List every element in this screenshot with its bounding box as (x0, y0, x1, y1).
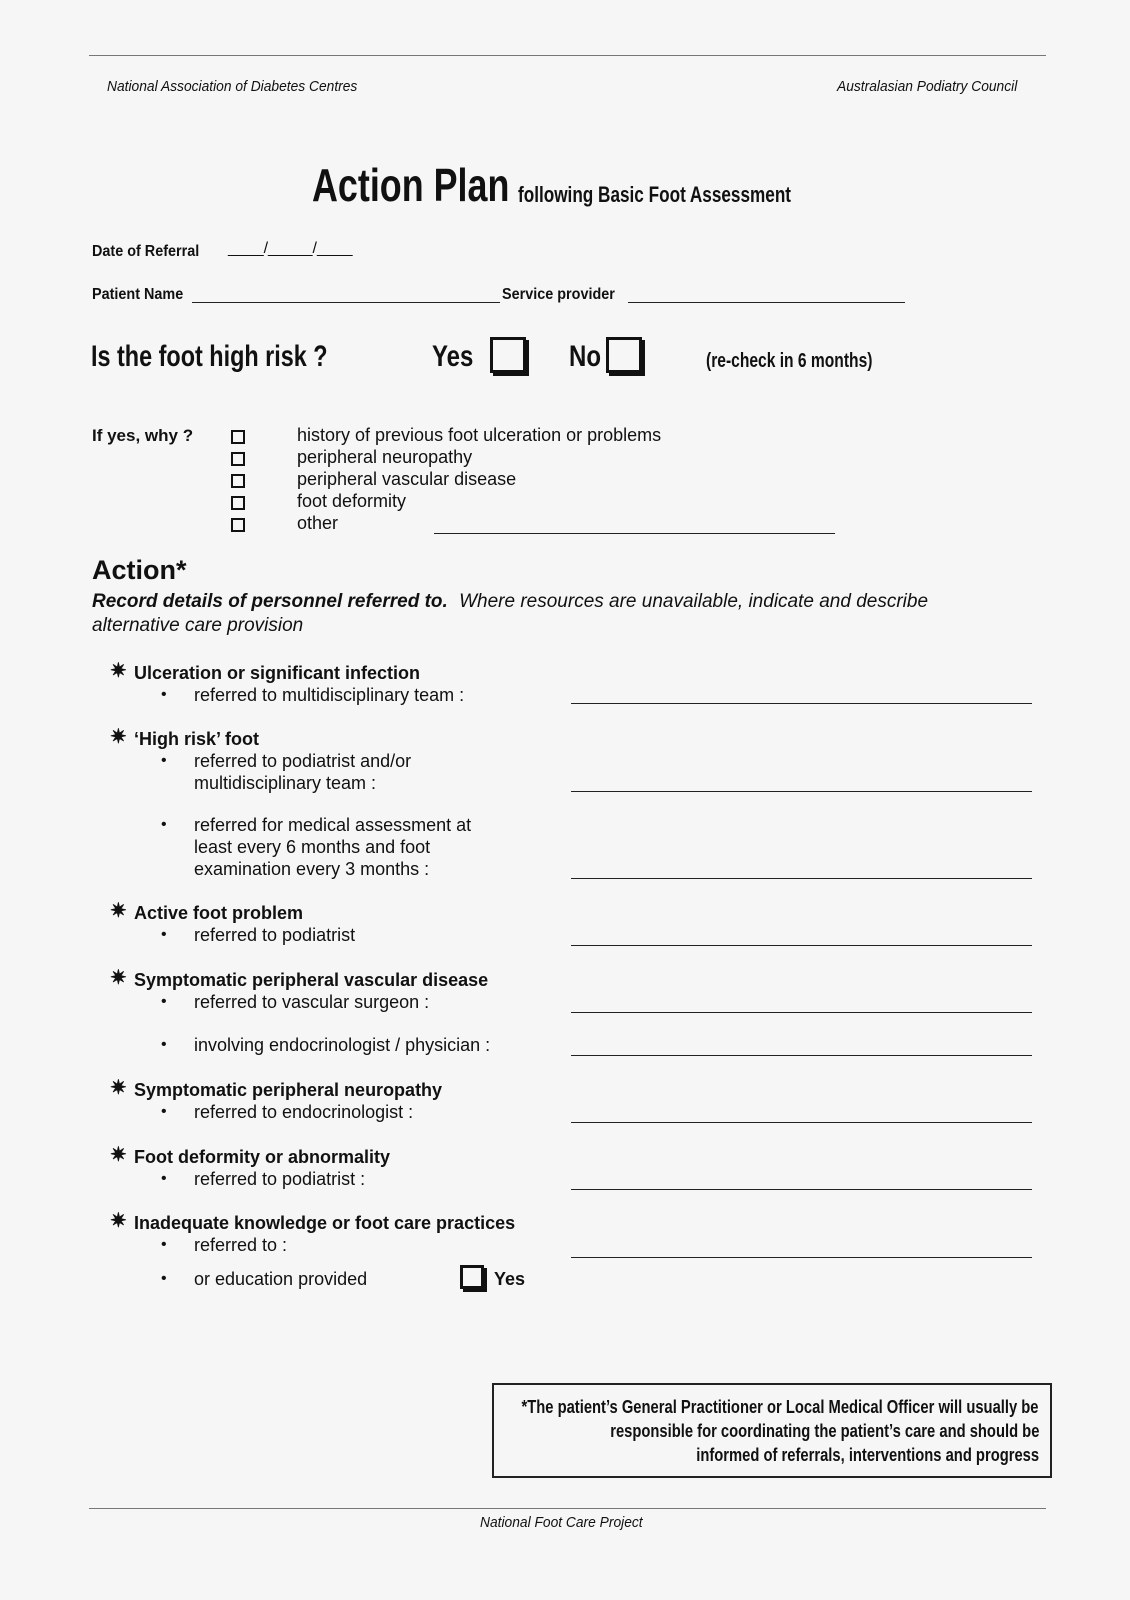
action-heading: Action* (92, 555, 187, 585)
bullet-icon: • (161, 1270, 167, 1287)
section-item: referred to podiatrist and/or (194, 751, 412, 771)
referral-field[interactable] (571, 945, 1032, 946)
why-checkbox-deformity[interactable] (231, 496, 245, 510)
bullet-icon: • (161, 1103, 167, 1120)
page-subtitle: following Basic Foot Assessment (518, 182, 792, 207)
star-icon: ✷ (110, 660, 127, 682)
why-checkbox-neuropathy[interactable] (231, 452, 245, 466)
star-icon: ✷ (110, 726, 127, 748)
header-right: Australasian Podiatry Council (837, 78, 1018, 95)
section-item: referred to podiatrist (194, 925, 356, 945)
referral-field[interactable] (571, 703, 1032, 704)
section-item: or education provided (194, 1269, 368, 1289)
why-checkbox-history[interactable] (231, 430, 245, 444)
star-icon: ✷ (110, 967, 127, 989)
patient-name-field[interactable] (192, 302, 500, 303)
date-of-referral-field[interactable]: ____/_____/____ (228, 240, 353, 257)
section-title: ‘High risk’ foot (134, 729, 260, 749)
section-item: referred to : (194, 1235, 288, 1255)
why-checkbox-vascular[interactable] (231, 474, 245, 488)
why-other-field[interactable] (434, 533, 835, 534)
bullet-icon: • (161, 816, 167, 833)
why-option-history: history of previous foot ulceration or problems (297, 425, 662, 445)
why-checkbox-other[interactable] (231, 518, 245, 532)
star-icon: ✷ (110, 900, 127, 922)
header-rule (89, 55, 1046, 56)
footer-text: National Foot Care Project (480, 1514, 643, 1531)
service-provider-field[interactable] (628, 302, 905, 303)
action-instruction-rest: Where resources are unavailable, indicate and describe (459, 591, 929, 612)
action-instruction (92, 591, 928, 613)
section-title: Symptomatic peripheral vascular disease (134, 970, 489, 990)
star-icon: ✷ (110, 1210, 127, 1232)
section-item: referred to endocrinologist : (194, 1102, 414, 1122)
bullet-icon: • (161, 1170, 167, 1187)
high-risk-question: Is the foot high risk ? (91, 340, 328, 373)
why-label: If yes, why ? (92, 426, 194, 445)
section-item: referred to vascular surgeon : (194, 992, 430, 1012)
gp-note-line2: responsible for coordinating the patient’s care and should be (609, 1421, 1039, 1441)
section-item: least every 6 months and foot (194, 837, 431, 857)
page-title: Action Plan (312, 159, 510, 211)
referral-field[interactable] (571, 1257, 1032, 1258)
why-option-other: other (297, 513, 339, 533)
header-left: National Association of Diabetes Centres (107, 78, 358, 95)
section-title: Active foot problem (134, 903, 304, 923)
section-item: multidisciplinary team : (194, 773, 377, 793)
bullet-icon: • (161, 686, 167, 703)
footer-rule (89, 1508, 1046, 1509)
bullet-icon: • (161, 1036, 167, 1053)
section-item: referred for medical assessment at (194, 815, 472, 835)
action-instruction-line2: alternative care provision (92, 615, 304, 636)
why-option-vascular: peripheral vascular disease (297, 469, 517, 489)
bullet-icon: • (161, 1236, 167, 1253)
education-yes-label: Yes (494, 1269, 526, 1289)
education-yes-checkbox[interactable] (460, 1265, 484, 1289)
section-item: examination every 3 months : (194, 859, 430, 879)
referral-field[interactable] (571, 1012, 1032, 1013)
why-option-neuropathy: peripheral neuropathy (297, 447, 473, 467)
star-icon: ✷ (110, 1077, 127, 1099)
section-title: Inadequate knowledge or foot care practices (134, 1213, 516, 1233)
bullet-icon: • (161, 993, 167, 1010)
action-instruction-bold: Record details of personnel referred to. (92, 591, 448, 612)
high-risk-no-label: No (569, 340, 601, 373)
patient-name-label: Patient Name (92, 286, 184, 303)
service-provider-label: Service provider (502, 286, 615, 303)
referral-field[interactable] (571, 1055, 1032, 1056)
section-item: referred to multidisciplinary team : (194, 685, 465, 705)
section-title: Symptomatic peripheral neuropathy (134, 1080, 443, 1100)
star-icon: ✷ (110, 1144, 127, 1166)
high-risk-no-checkbox[interactable] (606, 337, 642, 373)
recheck-note: (re-check in 6 months) (706, 350, 873, 372)
referral-field[interactable] (571, 1122, 1032, 1123)
why-option-deformity: foot deformity (297, 491, 407, 511)
bullet-icon: • (161, 926, 167, 943)
section-title: Foot deformity or abnormality (134, 1147, 391, 1167)
bullet-icon: • (161, 752, 167, 769)
high-risk-yes-checkbox[interactable] (490, 337, 526, 373)
section-item: referred to podiatrist : (194, 1169, 366, 1189)
gp-note-line3: informed of referrals, interventions and progress (696, 1445, 1039, 1465)
section-title: Ulceration or significant infection (134, 663, 421, 683)
section-item: involving endocrinologist / physician : (194, 1035, 491, 1055)
gp-note-line1: *The patient’s General Practitioner or Local Medical Officer will usually be (521, 1397, 1039, 1417)
date-of-referral-label: Date of Referral (92, 243, 200, 260)
high-risk-yes-label: Yes (432, 340, 474, 373)
referral-field[interactable] (571, 791, 1032, 792)
referral-field[interactable] (571, 878, 1032, 879)
referral-field[interactable] (571, 1189, 1032, 1190)
